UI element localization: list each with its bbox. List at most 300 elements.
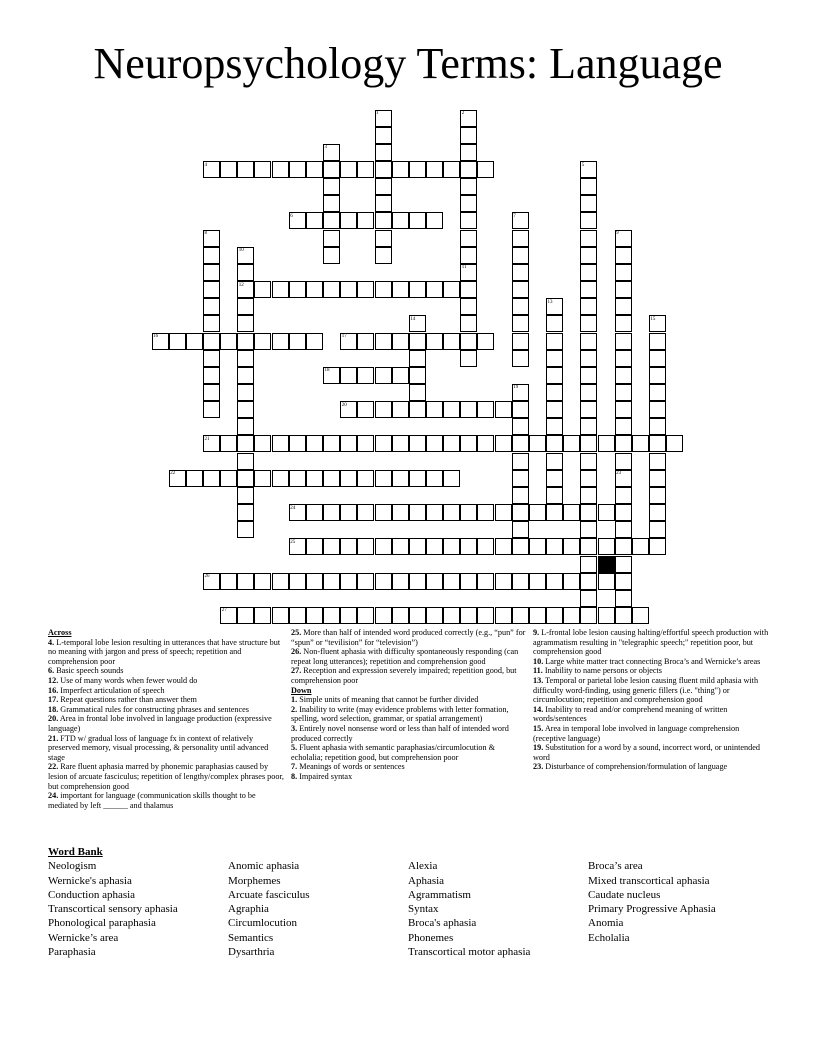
crossword-cell[interactable]: [409, 504, 426, 521]
crossword-cell[interactable]: [186, 470, 203, 487]
crossword-cell[interactable]: [546, 573, 563, 590]
crossword-cell[interactable]: [615, 504, 632, 521]
crossword-cell[interactable]: [512, 230, 529, 247]
crossword-cell[interactable]: [237, 573, 254, 590]
crossword-cell[interactable]: [477, 401, 494, 418]
crossword-cell[interactable]: [426, 504, 443, 521]
crossword-cell[interactable]: [580, 367, 597, 384]
crossword-cell[interactable]: [460, 247, 477, 264]
crossword-cell[interactable]: [546, 504, 563, 521]
crossword-cell[interactable]: [392, 538, 409, 555]
crossword-cell[interactable]: [495, 401, 512, 418]
crossword-cell[interactable]: [580, 195, 597, 212]
crossword-cell[interactable]: [392, 607, 409, 624]
crossword-cell[interactable]: [375, 401, 392, 418]
crossword-cell[interactable]: [649, 453, 666, 470]
crossword-cell[interactable]: [409, 435, 426, 452]
crossword-cell[interactable]: [409, 350, 426, 367]
crossword-cell[interactable]: [649, 521, 666, 538]
crossword-cell[interactable]: [546, 435, 563, 452]
crossword-cell[interactable]: [649, 401, 666, 418]
crossword-cell[interactable]: [237, 161, 254, 178]
crossword-cell[interactable]: [460, 401, 477, 418]
crossword-cell[interactable]: [340, 212, 357, 229]
crossword-cell[interactable]: [666, 435, 683, 452]
crossword-cell[interactable]: [375, 333, 392, 350]
crossword-cell[interactable]: [615, 435, 632, 452]
crossword-cell[interactable]: [598, 538, 615, 555]
crossword-cell[interactable]: [598, 504, 615, 521]
crossword-cell[interactable]: [460, 315, 477, 332]
crossword-cell[interactable]: [409, 161, 426, 178]
crossword-cell[interactable]: [203, 350, 220, 367]
crossword-cell[interactable]: [392, 281, 409, 298]
crossword-cell[interactable]: [615, 367, 632, 384]
crossword-cell[interactable]: [220, 161, 237, 178]
crossword-cell[interactable]: [580, 521, 597, 538]
crossword-cell[interactable]: [237, 487, 254, 504]
crossword-cell[interactable]: [649, 418, 666, 435]
crossword-cell[interactable]: [409, 538, 426, 555]
crossword-cell[interactable]: [409, 573, 426, 590]
crossword-cell[interactable]: [477, 573, 494, 590]
crossword-cell[interactable]: [615, 573, 632, 590]
crossword-cell[interactable]: [615, 418, 632, 435]
crossword-cell[interactable]: [460, 161, 477, 178]
crossword-cell[interactable]: [580, 298, 597, 315]
crossword-cell[interactable]: [580, 264, 597, 281]
crossword-cell[interactable]: [357, 607, 374, 624]
crossword-cell[interactable]: [323, 247, 340, 264]
crossword-cell[interactable]: [375, 607, 392, 624]
crossword-cell[interactable]: [615, 590, 632, 607]
crossword-cell[interactable]: [477, 504, 494, 521]
crossword-cell[interactable]: [237, 401, 254, 418]
crossword-cell[interactable]: [357, 538, 374, 555]
crossword-cell[interactable]: [580, 178, 597, 195]
crossword-cell[interactable]: [426, 333, 443, 350]
crossword-cell[interactable]: [495, 504, 512, 521]
crossword-cell[interactable]: [237, 607, 254, 624]
crossword-cell[interactable]: [580, 401, 597, 418]
crossword-cell[interactable]: [580, 590, 597, 607]
crossword-cell[interactable]: [443, 573, 460, 590]
crossword-cell[interactable]: [203, 298, 220, 315]
crossword-cell[interactable]: [495, 538, 512, 555]
crossword-cell[interactable]: [357, 333, 374, 350]
crossword-cell[interactable]: [220, 470, 237, 487]
crossword-cell[interactable]: [460, 195, 477, 212]
crossword-cell[interactable]: [512, 504, 529, 521]
crossword-cell[interactable]: [512, 487, 529, 504]
crossword-cell[interactable]: [477, 607, 494, 624]
crossword-cell[interactable]: [254, 607, 271, 624]
crossword-cell[interactable]: [460, 538, 477, 555]
crossword-cell[interactable]: [357, 281, 374, 298]
crossword-cell[interactable]: [512, 247, 529, 264]
crossword-cell[interactable]: [220, 573, 237, 590]
crossword-cell[interactable]: [580, 247, 597, 264]
crossword-cell[interactable]: [546, 487, 563, 504]
crossword-cell[interactable]: [495, 435, 512, 452]
crossword-cell[interactable]: [272, 281, 289, 298]
crossword-cell[interactable]: [254, 281, 271, 298]
crossword-cell[interactable]: [237, 264, 254, 281]
crossword-cell[interactable]: [443, 281, 460, 298]
crossword-cell[interactable]: [289, 281, 306, 298]
crossword-cell[interactable]: [546, 453, 563, 470]
crossword-cell[interactable]: [340, 470, 357, 487]
crossword-cell[interactable]: [203, 367, 220, 384]
crossword-cell[interactable]: [375, 573, 392, 590]
crossword-cell[interactable]: [392, 401, 409, 418]
crossword-cell[interactable]: [289, 573, 306, 590]
crossword-cell[interactable]: [340, 573, 357, 590]
crossword-cell[interactable]: [615, 538, 632, 555]
crossword-cell[interactable]: [306, 333, 323, 350]
crossword-cell[interactable]: [598, 435, 615, 452]
crossword-cell[interactable]: [357, 367, 374, 384]
crossword-cell[interactable]: [460, 333, 477, 350]
crossword-cell[interactable]: [615, 247, 632, 264]
crossword-cell[interactable]: [529, 504, 546, 521]
crossword-cell[interactable]: [375, 367, 392, 384]
crossword-cell[interactable]: [409, 212, 426, 229]
crossword-cell[interactable]: [546, 315, 563, 332]
crossword-cell[interactable]: [580, 487, 597, 504]
crossword-cell[interactable]: [306, 573, 323, 590]
crossword-cell[interactable]: [323, 504, 340, 521]
crossword-cell[interactable]: [580, 435, 597, 452]
crossword-cell[interactable]: [323, 195, 340, 212]
crossword-cell[interactable]: [615, 350, 632, 367]
crossword-cell[interactable]: [409, 470, 426, 487]
crossword-cell[interactable]: [186, 333, 203, 350]
crossword-cell[interactable]: [375, 127, 392, 144]
crossword-cell[interactable]: [580, 212, 597, 229]
crossword-cell[interactable]: [426, 435, 443, 452]
crossword-cell[interactable]: [649, 384, 666, 401]
crossword-cell[interactable]: [563, 538, 580, 555]
crossword-cell[interactable]: [512, 607, 529, 624]
crossword-cell[interactable]: [203, 281, 220, 298]
crossword-cell[interactable]: [237, 350, 254, 367]
crossword-cell[interactable]: [649, 350, 666, 367]
crossword-cell[interactable]: [375, 435, 392, 452]
crossword-cell[interactable]: [254, 470, 271, 487]
crossword-cell[interactable]: [237, 435, 254, 452]
crossword-cell[interactable]: [169, 333, 186, 350]
crossword-cell[interactable]: [323, 230, 340, 247]
crossword-cell[interactable]: [237, 418, 254, 435]
crossword-cell[interactable]: [580, 281, 597, 298]
crossword-cell[interactable]: [460, 350, 477, 367]
crossword-cell[interactable]: [649, 504, 666, 521]
crossword-cell[interactable]: [375, 504, 392, 521]
crossword-cell[interactable]: [580, 538, 597, 555]
crossword-cell[interactable]: [512, 418, 529, 435]
crossword-cell[interactable]: [649, 538, 666, 555]
crossword-cell[interactable]: [357, 504, 374, 521]
crossword-cell[interactable]: [563, 573, 580, 590]
crossword-cell[interactable]: [409, 281, 426, 298]
crossword-cell[interactable]: [580, 315, 597, 332]
crossword-cell[interactable]: [375, 470, 392, 487]
crossword-cell[interactable]: [409, 367, 426, 384]
crossword-cell[interactable]: [237, 470, 254, 487]
crossword-cell[interactable]: [649, 487, 666, 504]
crossword-cell[interactable]: [615, 281, 632, 298]
crossword-cell[interactable]: [272, 470, 289, 487]
crossword-cell[interactable]: [615, 298, 632, 315]
crossword-cell[interactable]: [580, 333, 597, 350]
crossword-cell[interactable]: [426, 470, 443, 487]
crossword-cell[interactable]: [460, 178, 477, 195]
crossword-cell[interactable]: [546, 384, 563, 401]
crossword-cell[interactable]: [220, 435, 237, 452]
crossword-cell[interactable]: [580, 556, 597, 573]
crossword-cell[interactable]: [203, 264, 220, 281]
crossword-cell[interactable]: [460, 504, 477, 521]
crossword-cell[interactable]: [512, 281, 529, 298]
crossword-cell[interactable]: [615, 384, 632, 401]
crossword-cell[interactable]: [409, 607, 426, 624]
crossword-cell[interactable]: [392, 212, 409, 229]
crossword-cell[interactable]: [306, 538, 323, 555]
crossword-cell[interactable]: [512, 435, 529, 452]
crossword-cell[interactable]: [237, 315, 254, 332]
crossword-cell[interactable]: [306, 161, 323, 178]
crossword-cell[interactable]: [477, 161, 494, 178]
crossword-cell[interactable]: [289, 607, 306, 624]
crossword-cell[interactable]: [289, 470, 306, 487]
crossword-cell[interactable]: [426, 538, 443, 555]
crossword-cell[interactable]: [546, 333, 563, 350]
crossword-cell[interactable]: [392, 333, 409, 350]
crossword-cell[interactable]: [254, 435, 271, 452]
crossword-cell[interactable]: [357, 573, 374, 590]
crossword-cell[interactable]: [615, 556, 632, 573]
crossword-cell[interactable]: [272, 573, 289, 590]
crossword-cell[interactable]: [323, 281, 340, 298]
crossword-cell[interactable]: [306, 504, 323, 521]
crossword-cell[interactable]: [512, 333, 529, 350]
crossword-cell[interactable]: [512, 521, 529, 538]
crossword-cell[interactable]: [323, 470, 340, 487]
crossword-cell[interactable]: [512, 264, 529, 281]
crossword-cell[interactable]: [546, 607, 563, 624]
crossword-cell[interactable]: [598, 573, 615, 590]
crossword-cell[interactable]: [546, 367, 563, 384]
crossword-cell[interactable]: [477, 333, 494, 350]
crossword-cell[interactable]: [375, 538, 392, 555]
crossword-cell[interactable]: [340, 435, 357, 452]
crossword-cell[interactable]: [237, 504, 254, 521]
crossword-cell[interactable]: [254, 573, 271, 590]
crossword-cell[interactable]: [580, 607, 597, 624]
crossword-cell[interactable]: [563, 435, 580, 452]
crossword-cell[interactable]: [460, 281, 477, 298]
crossword-cell[interactable]: [529, 435, 546, 452]
crossword-cell[interactable]: [512, 298, 529, 315]
crossword-cell[interactable]: [323, 178, 340, 195]
crossword-cell[interactable]: [512, 350, 529, 367]
crossword-cell[interactable]: [649, 333, 666, 350]
crossword-cell[interactable]: [546, 350, 563, 367]
crossword-cell[interactable]: [357, 435, 374, 452]
crossword-cell[interactable]: [443, 470, 460, 487]
crossword-cell[interactable]: [237, 367, 254, 384]
crossword-cell[interactable]: [306, 212, 323, 229]
crossword-cell[interactable]: [409, 384, 426, 401]
crossword-cell[interactable]: [340, 161, 357, 178]
crossword-cell[interactable]: [546, 470, 563, 487]
crossword-cell[interactable]: [443, 607, 460, 624]
crossword-cell[interactable]: [477, 538, 494, 555]
crossword-cell[interactable]: [357, 470, 374, 487]
crossword-cell[interactable]: [426, 401, 443, 418]
crossword-cell[interactable]: [580, 230, 597, 247]
crossword-cell[interactable]: [580, 384, 597, 401]
crossword-cell[interactable]: [426, 281, 443, 298]
crossword-cell[interactable]: [340, 281, 357, 298]
crossword-cell[interactable]: [272, 333, 289, 350]
crossword-cell[interactable]: [392, 161, 409, 178]
crossword-cell[interactable]: [495, 573, 512, 590]
crossword-cell[interactable]: [203, 384, 220, 401]
crossword-cell[interactable]: [426, 212, 443, 229]
crossword-cell[interactable]: [254, 161, 271, 178]
crossword-cell[interactable]: [306, 435, 323, 452]
crossword-cell[interactable]: [649, 470, 666, 487]
crossword-cell[interactable]: [563, 504, 580, 521]
crossword-cell[interactable]: [460, 212, 477, 229]
crossword-cell[interactable]: [237, 333, 254, 350]
crossword-cell[interactable]: [254, 333, 271, 350]
crossword-cell[interactable]: [460, 573, 477, 590]
crossword-cell[interactable]: [615, 521, 632, 538]
crossword-cell[interactable]: [306, 607, 323, 624]
crossword-cell[interactable]: [272, 607, 289, 624]
crossword-cell[interactable]: [632, 538, 649, 555]
crossword-cell[interactable]: [323, 538, 340, 555]
crossword-cell[interactable]: [272, 161, 289, 178]
crossword-cell[interactable]: [340, 538, 357, 555]
crossword-cell[interactable]: [512, 315, 529, 332]
crossword-cell[interactable]: [615, 264, 632, 281]
crossword-cell[interactable]: [512, 401, 529, 418]
crossword-cell[interactable]: [375, 281, 392, 298]
crossword-cell[interactable]: [443, 504, 460, 521]
crossword-cell[interactable]: [220, 333, 237, 350]
crossword-cell[interactable]: [375, 195, 392, 212]
crossword-cell[interactable]: [512, 538, 529, 555]
crossword-cell[interactable]: [203, 247, 220, 264]
crossword-cell[interactable]: [512, 453, 529, 470]
crossword-cell[interactable]: [409, 333, 426, 350]
crossword-cell[interactable]: [443, 401, 460, 418]
crossword-cell[interactable]: [477, 435, 494, 452]
crossword-cell[interactable]: [375, 178, 392, 195]
crossword-cell[interactable]: [375, 144, 392, 161]
crossword-cell[interactable]: [649, 435, 666, 452]
crossword-cell[interactable]: [375, 230, 392, 247]
crossword-cell[interactable]: [580, 504, 597, 521]
crossword-cell[interactable]: [615, 315, 632, 332]
crossword-cell[interactable]: [443, 538, 460, 555]
crossword-cell[interactable]: [392, 435, 409, 452]
crossword-cell[interactable]: [392, 573, 409, 590]
crossword-cell[interactable]: [203, 401, 220, 418]
crossword-cell[interactable]: [615, 333, 632, 350]
crossword-cell[interactable]: [392, 367, 409, 384]
crossword-cell[interactable]: [529, 607, 546, 624]
crossword-cell[interactable]: [443, 333, 460, 350]
crossword-cell[interactable]: [529, 573, 546, 590]
crossword-cell[interactable]: [580, 418, 597, 435]
crossword-cell[interactable]: [375, 161, 392, 178]
crossword-cell[interactable]: [237, 298, 254, 315]
crossword-cell[interactable]: [426, 161, 443, 178]
crossword-cell[interactable]: [375, 212, 392, 229]
crossword-cell[interactable]: [426, 573, 443, 590]
crossword-cell[interactable]: [375, 247, 392, 264]
crossword-cell[interactable]: [203, 470, 220, 487]
crossword-cell[interactable]: [443, 435, 460, 452]
crossword-cell[interactable]: [237, 453, 254, 470]
crossword-cell[interactable]: [580, 573, 597, 590]
crossword-cell[interactable]: [632, 435, 649, 452]
crossword-cell[interactable]: [306, 470, 323, 487]
crossword-cell[interactable]: [357, 401, 374, 418]
crossword-cell[interactable]: [323, 573, 340, 590]
crossword-cell[interactable]: [426, 607, 443, 624]
crossword-cell[interactable]: [272, 435, 289, 452]
crossword-cell[interactable]: [289, 161, 306, 178]
crossword-cell[interactable]: [529, 538, 546, 555]
crossword-cell[interactable]: [203, 333, 220, 350]
crossword-cell[interactable]: [392, 504, 409, 521]
crossword-cell[interactable]: [615, 607, 632, 624]
crossword-cell[interactable]: [237, 521, 254, 538]
crossword-cell[interactable]: [580, 470, 597, 487]
crossword-cell[interactable]: [615, 487, 632, 504]
crossword-cell[interactable]: [649, 367, 666, 384]
crossword-cell[interactable]: [289, 435, 306, 452]
crossword-cell[interactable]: [340, 367, 357, 384]
crossword-cell[interactable]: [512, 470, 529, 487]
crossword-cell[interactable]: [323, 212, 340, 229]
crossword-cell[interactable]: [598, 607, 615, 624]
crossword-cell[interactable]: [237, 384, 254, 401]
crossword-cell[interactable]: [580, 350, 597, 367]
crossword-cell[interactable]: [615, 401, 632, 418]
crossword-cell[interactable]: [512, 573, 529, 590]
crossword-cell[interactable]: [546, 538, 563, 555]
crossword-cell[interactable]: [340, 607, 357, 624]
crossword-cell[interactable]: [615, 453, 632, 470]
crossword-cell[interactable]: [580, 453, 597, 470]
crossword-cell[interactable]: [443, 161, 460, 178]
crossword-cell[interactable]: [306, 281, 323, 298]
crossword-cell[interactable]: [323, 435, 340, 452]
crossword-cell[interactable]: [340, 504, 357, 521]
crossword-cell[interactable]: [392, 470, 409, 487]
crossword-cell[interactable]: [409, 401, 426, 418]
crossword-cell[interactable]: [546, 401, 563, 418]
crossword-cell[interactable]: [632, 607, 649, 624]
crossword-cell[interactable]: [563, 607, 580, 624]
